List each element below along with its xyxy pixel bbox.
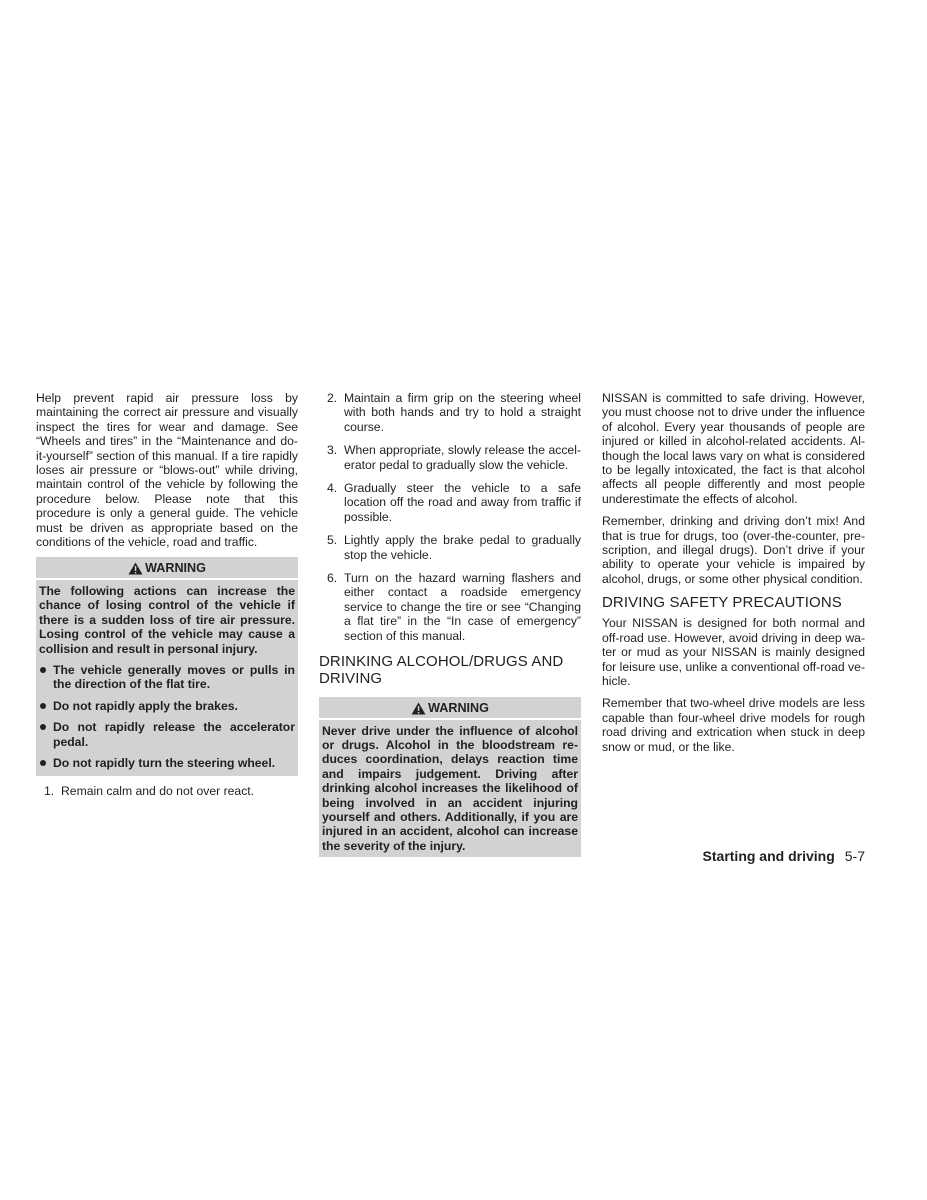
nissan-commitment-paragraph: NISSAN is committed to safe driving. However, you must choose not to drive under the influence of alcohol. Every year thousands of people are injured or killed in alcohol-related accidents. Although the local laws vary on what is considered to be legally intoxicated, the fact is that alcohol affects all people differently and most people underestimate the effects of alcohol. <box>602 391 865 506</box>
step-number: 1. <box>44 784 55 799</box>
step-text: Remain calm and do not over react. <box>61 784 255 799</box>
list-item <box>39 663 295 692</box>
tire-intro-paragraph: Help prevent rapid air pressure loss by maintaining the correct air pressure and visually inspect the tires for wear and damage. See “Wheels and tires” in the “Maintenance and do-it-yourself” section of this manual. If a tire rapidly loses air pressure or “blows-out” while driving, maintain control of the vehicle by following the procedure below. Please note that this procedure is only a general guide. The vehicle must be driven as appropriate based on the conditions of the vehicle, road and traffic. <box>36 391 298 550</box>
warning-triangle-icon <box>128 562 143 575</box>
step-text: Maintain a firm grip on the steering wheel with both hands and try to hold a straight course. <box>344 391 581 434</box>
step-text: Gradually steer the vehicle to a safe location off the road and away from traffic if possible. <box>344 481 581 524</box>
warning-text: The following actions can increase the chance of losing control of the vehicle if there is a sudden loss of tire air pressure. Losing control of the vehicle may cause a collision and result in personal injury. <box>39 583 295 656</box>
section-heading-alcohol: DRINKING ALCOHOL/DRUGS AND DRIVING <box>319 653 564 688</box>
step-item <box>319 391 581 434</box>
list-item <box>39 699 295 713</box>
step-text: Lightly apply the brake pedal to gradually stop the vehicle. <box>344 533 581 562</box>
bullet-text: Do not rapidly turn the steering wheel. <box>53 755 276 770</box>
warning-title: WARNING <box>428 701 489 716</box>
step-number: 5. <box>327 533 338 548</box>
warning-title: WARNING <box>145 561 206 576</box>
step-item <box>319 571 581 643</box>
step-item <box>36 784 298 798</box>
warning-text: Never drive under the influence of alcohol or drugs. Alcohol in the bloodstream reduces coordination, delays reaction time and impairs judgement. Driving after drinking alcohol increases the likelihood of being involved in an accident injuring yourself and others. Additionally, if you are injured in an accident, alcohol can increase the severity of the injury. <box>322 723 578 853</box>
list-item <box>39 720 295 749</box>
two-wheel-drive-paragraph: Remember that two-wheel drive models are less capable than four-wheel drive models for rough road driving and extrication when stuck in deep snow or mud, or the like. <box>602 696 865 754</box>
bullet-icon <box>40 760 46 766</box>
warning-triangle-icon <box>411 702 426 715</box>
alcohol-warning-box <box>319 697 581 857</box>
right-column <box>602 391 865 762</box>
warning-heading <box>319 697 581 719</box>
bullet-icon <box>40 703 46 709</box>
middle-column <box>319 391 581 865</box>
tire-warning-box <box>36 557 298 776</box>
step-text: When appropriate, slowly release the accelerator pedal to gradually slow the vehicle. <box>344 443 581 472</box>
step-number: 6. <box>327 571 338 586</box>
bullet-icon <box>40 724 46 730</box>
list-item <box>39 756 295 770</box>
bullet-text: Do not rapidly apply the brakes. <box>53 698 238 713</box>
warning-heading <box>36 557 298 579</box>
section-heading-safety: DRIVING SAFETY PRECAUTIONS <box>602 594 842 612</box>
bullet-icon <box>40 667 46 673</box>
step-item <box>319 481 581 524</box>
warning-bullet-list <box>39 663 295 770</box>
bullet-text: The vehicle generally moves or pulls in the direction of the flat tire. <box>53 662 295 692</box>
bullet-text: Do not rapidly release the accelerator pedal. <box>53 720 295 749</box>
step-item <box>319 533 581 562</box>
step-number: 2. <box>327 391 338 405</box>
step-list-middle <box>319 391 581 643</box>
footer-section-title: Starting and driving <box>702 848 835 864</box>
page-number: 5-7 <box>844 848 865 864</box>
step-text: Turn on the hazard warning flashers and either contact a roadside emergency service to change the tire or see “Changing a flat tire” in the “In case of emergency” section of this manual. <box>344 571 581 643</box>
drinking-driving-paragraph: Remember, drinking and driving don’t mix! And that is true for drugs, too (over-the-counter, prescription, and illegal drugs). Don’t drive if your ability to operate your vehicle is impaired by alcohol, drugs, or some other physical condition. <box>602 514 865 586</box>
step-item <box>319 443 581 472</box>
step-number: 3. <box>327 443 338 458</box>
offroad-paragraph: Your NISSAN is designed for both normal and off-road use. However, avoid driving in deep water or mud as your NISSAN is mainly designed for leisure use, unlike a conventional off-road vehicle. <box>602 616 865 688</box>
left-column <box>36 391 298 808</box>
step-number: 4. <box>327 481 338 496</box>
page-footer <box>703 848 865 864</box>
step-list-left <box>36 784 298 798</box>
